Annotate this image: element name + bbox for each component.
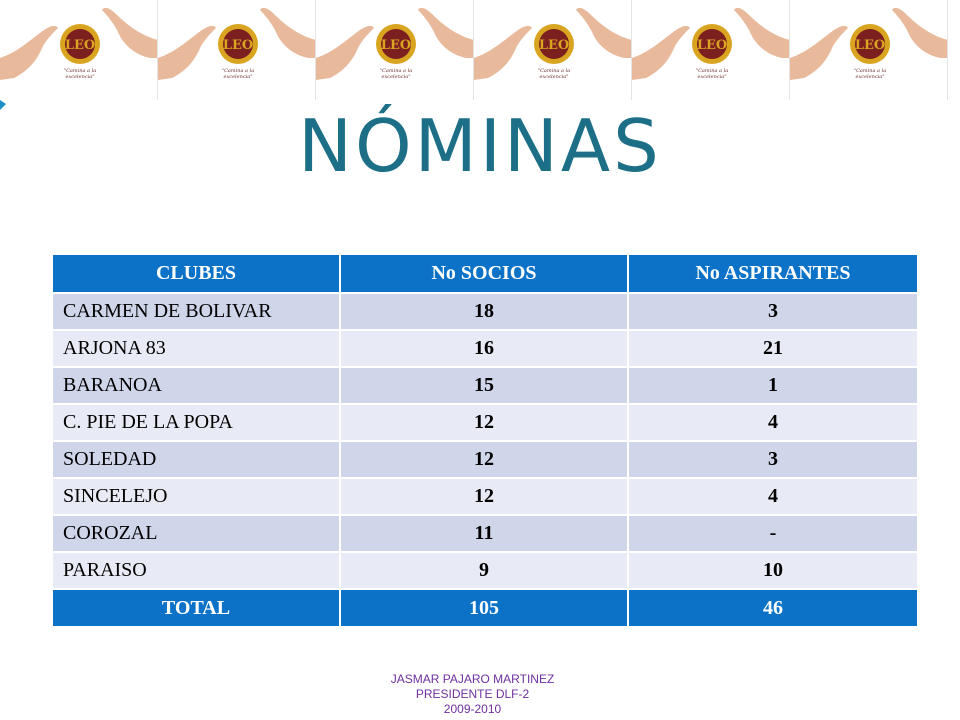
hands-logo-icon [0,0,158,100]
logo-motto: "Camina a la excelencia" [695,68,729,80]
svg-text:LEO: LEO [696,38,728,53]
socios-count: 11 [341,516,629,553]
leo-logo-tile [316,0,474,100]
leo-logo-tile [790,0,948,100]
aspirantes-count: 1 [629,368,917,405]
club-name: COROZAL [53,516,341,553]
table-row [53,331,917,368]
footer-credit [330,672,615,717]
logo-motto: "Camina a la excelencia" [537,68,571,80]
svg-text:LEO: LEO [538,38,570,53]
total-socios: 105 [341,590,629,628]
socios-count: 16 [341,331,629,368]
footer-role: PRESIDENTE DLF-2 [415,687,530,701]
leo-logo-tile [158,0,316,100]
header-aspirantes: No ASPIRANTES [629,255,917,294]
club-name: SOLEDAD [53,442,341,479]
table-row [53,479,917,516]
svg-text:LEO: LEO [64,38,96,53]
socios-count: 9 [341,553,629,590]
total-label: TOTAL [53,590,341,628]
hands-logo-icon [790,0,948,100]
hands-logo-icon [316,0,474,100]
socios-count: 12 [341,405,629,442]
socios-count: 12 [341,442,629,479]
table-total [53,590,917,628]
club-name: PARAISO [53,553,341,590]
hands-logo-icon [632,0,790,100]
svg-text:LEO: LEO [380,38,412,53]
header-clubes: CLUBES [53,255,341,294]
table-row [53,553,917,590]
socios-count: 18 [341,294,629,331]
socios-count: 15 [341,368,629,405]
leo-logo-tile [474,0,632,100]
leo-logo-tile [632,0,790,100]
table-body [53,294,917,590]
table-row [53,516,917,553]
club-name: SINCELEJO [53,479,341,516]
nominas-table [53,255,917,628]
table-row [53,405,917,442]
logo-motto: "Camina a la excelencia" [379,68,413,80]
aspirantes-count: 4 [629,479,917,516]
aspirantes-count: 3 [629,294,917,331]
table-row [53,294,917,331]
aspirantes-count: 3 [629,442,917,479]
hands-logo-icon [474,0,632,100]
logo-motto: "Camina a la excelencia" [221,68,255,80]
table-header [53,255,917,294]
hands-logo-icon [158,0,316,100]
leo-logo-tile [0,0,158,100]
club-name: CARMEN DE BOLIVAR [53,294,341,331]
footer-name: JASMAR PAJARO MARTINEZ [390,672,555,686]
logo-motto: "Camina a la excelencia" [853,68,887,80]
svg-text:LEO: LEO [854,38,886,53]
header-socios: No SOCIOS [341,255,629,294]
club-name: C. PIE DE LA POPA [53,405,341,442]
aspirantes-count: - [629,516,917,553]
footer-period: 2009-2010 [443,702,502,716]
aspirantes-count: 21 [629,331,917,368]
club-name: ARJONA 83 [53,331,341,368]
aspirantes-count: 4 [629,405,917,442]
leo-banner [0,0,960,100]
table-row [53,442,917,479]
svg-text:LEO: LEO [222,38,254,53]
club-name: BARANOA [53,368,341,405]
logo-motto: "Camina a la excelencia" [63,68,97,80]
aspirantes-count: 10 [629,553,917,590]
total-aspirantes: 46 [629,590,917,628]
page-title: NÓMINAS [298,104,662,188]
table-row [53,368,917,405]
socios-count: 12 [341,479,629,516]
